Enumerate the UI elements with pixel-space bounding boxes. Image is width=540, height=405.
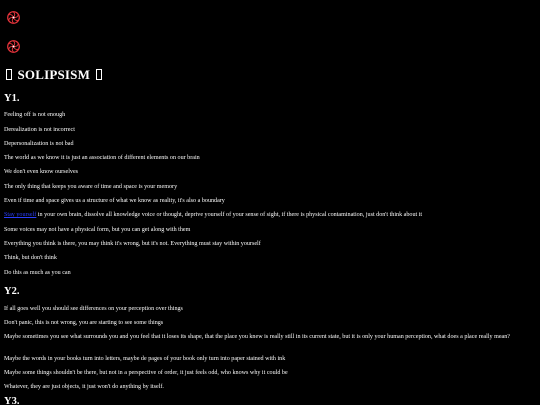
section-heading-y2: Y2.: [4, 286, 20, 297]
text-line: Derealization is not incorrect: [4, 127, 75, 133]
section-heading-y1: Y1.: [4, 93, 20, 104]
text-line: Maybe sometimes you see what surrounds you and you feel that it loses its shape, that the place you knew is really still in its current state, but it is only your human perception, what does a place really mean?: [4, 334, 510, 340]
text-line: Maybe the words in your books turn into letters, maybe de pages of your book only turn into paper stained with ink: [4, 356, 286, 362]
text-line: The only thing that keeps you aware of time and space is your memory: [4, 184, 178, 190]
text-line: Maybe some things shouldn't be there, but not in a perspective of order, it just feels odd, who knows why it could be: [4, 370, 288, 376]
text-line: We don't even know ourselves: [4, 169, 79, 175]
text-line: Depersonalization is not bad: [4, 141, 74, 147]
text-line: Do this as much as you can: [4, 270, 71, 276]
text-line-with-link: [4, 212, 534, 220]
text-line: Feeling off is not enough: [4, 112, 66, 118]
page-title-text: SOLIPSISM: [17, 67, 91, 82]
spiral-logo-icon[interactable]: [7, 40, 20, 53]
text-line: Don't panic, this is not wrong, you are starting to see some things: [4, 320, 164, 326]
spiral-logo-icon[interactable]: [7, 11, 20, 24]
text-line: The world as we know it is just an association of different elements on our brain: [4, 155, 200, 161]
text-line-rest: in your own brain, dissolve all knowledge voice or thought, deprive yourself of your sense of sight, if there is physical contamination, just don't think about it: [36, 212, 423, 218]
text-line: Even if time and space gives us a structure of what we know as reality, it's also a boundary: [4, 198, 225, 204]
text-line: Everything you think is there, you may think it's wrong, but it's not. Everything must stay within yourself: [4, 241, 261, 247]
text-line: If all goes well you should see differences on your perception over things: [4, 306, 183, 312]
page-title: [4, 67, 104, 83]
tofu-box-icon: [96, 69, 102, 80]
stay-yourself-link[interactable]: Stay yourself: [4, 212, 37, 218]
text-line: Some voices may not have a physical form, but you can get along with them: [4, 227, 191, 233]
text-line: Think, but don't think: [4, 255, 57, 261]
text-line: Whatever, they are just objects, it just won't do anything by itself.: [4, 384, 164, 390]
section-heading-y3: Y3.: [4, 396, 20, 405]
tofu-box-icon: [6, 69, 12, 80]
